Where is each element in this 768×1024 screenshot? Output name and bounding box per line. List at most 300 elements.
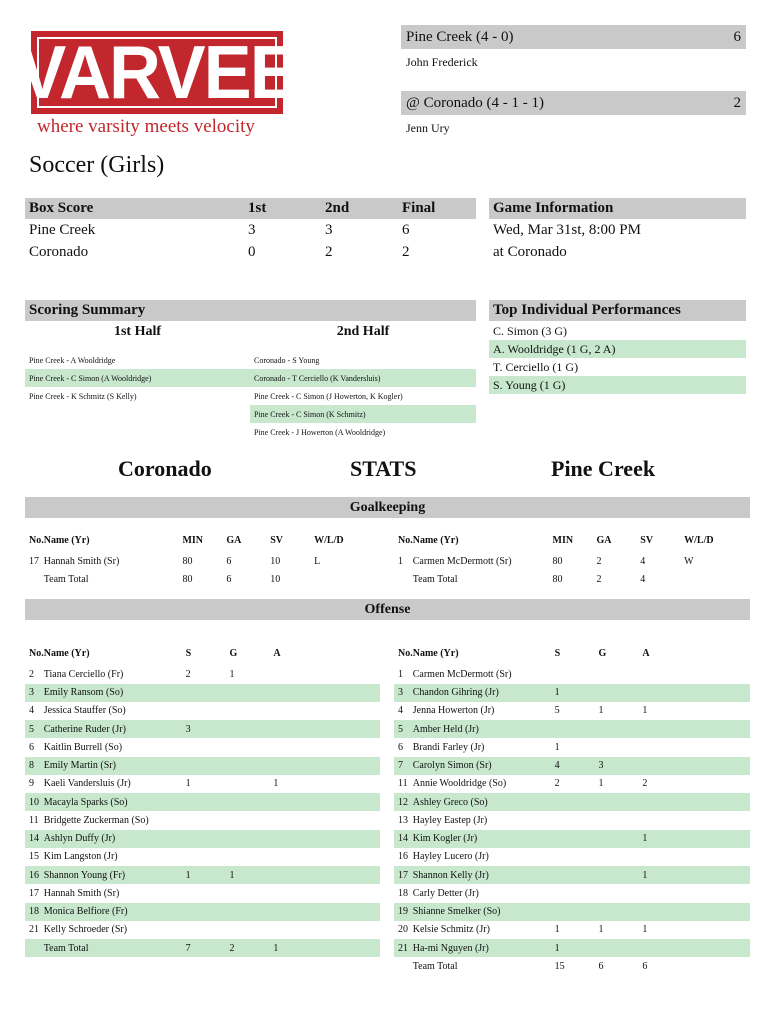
goalkeeping-away (25, 531, 380, 589)
goal-entry: Pine Creek - C Simon (J Howerton, K Kogler) (254, 391, 403, 401)
goal-entry: Pine Creek - C Simon (K Schmitz) (250, 405, 476, 423)
table-row (394, 702, 750, 720)
player-name: Carolyn Simon (Sr) (412, 760, 492, 772)
game-datetime: Wed, Mar 31st, 8:00 PM (493, 221, 641, 238)
stat-cell (684, 571, 750, 589)
column-header: No. (29, 534, 44, 546)
stat-cell (186, 884, 230, 902)
stat-cell: 15 (554, 960, 565, 972)
stat-cell: 80 (182, 555, 193, 567)
team-name: Coronado (29, 243, 89, 260)
away-team-score: 2 (733, 94, 741, 111)
home-coach: John Frederick (406, 55, 478, 69)
player-number: 14 (29, 833, 39, 845)
table-row (394, 830, 750, 848)
column-header: Name (Yr) (43, 647, 90, 659)
table-row (25, 921, 380, 939)
table-row (394, 757, 750, 775)
player-name: Ha-mi Nguyen (Jr) (412, 942, 489, 954)
stat-cell (642, 793, 750, 811)
stat-cell: 7 (185, 942, 191, 954)
performance-item: S. Young (1 G) (489, 376, 746, 394)
box-score (25, 198, 476, 263)
stat-cell: 10 (270, 555, 281, 567)
player-number: 11 (398, 778, 408, 790)
player-name: Carly Detter (Jr) (412, 887, 479, 899)
goal-entry: Coronado - T Cerciello (K Vandersluis) (250, 369, 476, 387)
game-information (489, 198, 746, 263)
stat-cell (273, 738, 380, 756)
stat-cell (229, 720, 273, 738)
home-team-stats-title: Pine Creek (551, 456, 656, 481)
goalkeeping-table-home (394, 531, 750, 589)
goalkeeping-table-away (25, 531, 380, 589)
player-name: Hayley Lucero (Jr) (412, 851, 489, 863)
player-number: 5 (398, 723, 403, 735)
stat-cell: 1 (229, 668, 235, 680)
stat-cell: 1 (598, 778, 604, 790)
stat-cell: 1 (273, 778, 279, 790)
column-header: MIN (552, 534, 574, 546)
game-location: at Coronado (493, 243, 567, 260)
stat-cell: 1 (185, 778, 191, 790)
stat-cell (229, 848, 273, 866)
stat-cell (598, 811, 642, 829)
stat-cell: 6 (226, 555, 232, 567)
stat-cell (555, 884, 599, 902)
player-number: 8 (29, 760, 34, 772)
player-number: 21 (29, 924, 39, 936)
stat-cell: 1 (642, 924, 648, 936)
player-number: 5 (29, 723, 34, 735)
player-number: 4 (398, 705, 403, 717)
table-row (394, 921, 750, 939)
stat-cell (229, 921, 273, 939)
table-row (394, 884, 750, 902)
column-header: No. (398, 647, 413, 659)
stat-cell (229, 775, 273, 793)
stat-cell (229, 757, 273, 775)
player-number: 20 (398, 924, 408, 936)
player-number: 3 (29, 687, 34, 699)
stat-cell (642, 720, 750, 738)
stat-cell (273, 811, 380, 829)
player-name: Monica Belfiore (Fr) (43, 906, 128, 918)
player-number: 1 (398, 668, 403, 680)
player-name: Team Total (412, 960, 458, 972)
stat-cell (186, 793, 230, 811)
team-total-row (25, 939, 380, 957)
table-row (394, 811, 750, 829)
box-score-row (25, 219, 476, 241)
table-row (25, 775, 380, 793)
stat-cell (273, 793, 380, 811)
box-score-header (25, 198, 476, 219)
offense-away (25, 644, 380, 957)
player-number: 21 (398, 942, 408, 954)
stat-cell (186, 738, 230, 756)
stat-cell: 2 (185, 668, 191, 680)
player-name: Carmen McDermott (Sr) (412, 668, 512, 680)
table-row (25, 848, 380, 866)
column-header: G (598, 647, 607, 659)
table-row (394, 738, 750, 756)
goal-entry: Coronado - S Young (254, 355, 320, 365)
table-row (25, 830, 380, 848)
column-header: GA (226, 534, 242, 546)
column-header: A (642, 647, 650, 659)
stat-cell (642, 811, 750, 829)
player-name: Hayley Eastep (Jr) (412, 814, 488, 826)
stat-cell (555, 866, 599, 884)
stat-cell: 1 (642, 869, 648, 881)
column-header: GA (596, 534, 612, 546)
player-name: Shannon Young (Fr) (43, 869, 126, 881)
table-row (25, 702, 380, 720)
stat-cell (273, 903, 380, 921)
stat-cell: 1 (554, 942, 560, 954)
stat-cell (186, 702, 230, 720)
stat-cell (642, 757, 750, 775)
player-name: Team Total (43, 942, 89, 954)
stat-cell (186, 757, 230, 775)
column-header: A (273, 647, 281, 659)
player-number: 17 (398, 869, 408, 881)
player-number: 6 (398, 741, 403, 753)
column-header: S (185, 647, 192, 659)
stat-cell (273, 757, 380, 775)
table-row (25, 684, 380, 702)
table-row (25, 793, 380, 811)
goal-entry: Pine Creek - C Simon (A Wooldridge) (25, 369, 250, 387)
stat-cell: 1 (185, 869, 191, 881)
stat-cell (314, 571, 380, 589)
stat-cell (229, 830, 273, 848)
top-performances-list (489, 322, 746, 394)
stat-cell: W (684, 555, 694, 567)
stat-cell (555, 848, 599, 866)
table-row (25, 866, 380, 884)
top-performances (489, 300, 746, 394)
player-number: 12 (398, 796, 408, 808)
column-header: MIN (182, 534, 204, 546)
final-header: Final (402, 200, 436, 216)
table-row (394, 793, 750, 811)
stat-cell (642, 665, 750, 683)
table-header-row (25, 531, 380, 549)
player-number: 16 (398, 851, 408, 863)
player-name: Team Total (412, 574, 458, 586)
stat-cell (598, 866, 642, 884)
stat-cell: 5 (554, 705, 560, 717)
stat-cell (555, 903, 599, 921)
top-performances-header: Top Individual Performances (489, 300, 746, 321)
stat-cell (642, 684, 750, 702)
table-row (394, 720, 750, 738)
stat-cell (598, 720, 642, 738)
player-name: Team Total (43, 574, 89, 586)
team-total-row (394, 957, 750, 975)
table-row (394, 684, 750, 702)
team-total-row (394, 571, 750, 589)
player-name: Kelsie Schmitz (Jr) (412, 924, 490, 936)
stat-cell (229, 793, 273, 811)
player-name: Kaeli Vandersluis (Jr) (43, 778, 131, 790)
stat-cell (642, 738, 750, 756)
player-name: Brandi Farley (Jr) (412, 741, 485, 753)
away-team-stats-title: Coronado (118, 456, 212, 481)
player-name: Jenna Howerton (Jr) (412, 705, 495, 717)
stat-cell: 1 (273, 942, 279, 954)
player-number: 11 (29, 814, 39, 826)
stat-cell (186, 848, 230, 866)
player-number: 7 (398, 760, 403, 772)
home-team-name: Pine Creek (4 - 0) (406, 28, 514, 45)
player-number: 13 (398, 814, 408, 826)
stat-cell (273, 921, 380, 939)
player-name: Macayla Sparks (So) (43, 796, 128, 808)
stat-cell (273, 720, 380, 738)
column-header: No. (398, 534, 413, 546)
stat-cell: 1 (642, 705, 648, 717)
player-name: Bridgette Zuckerman (So) (43, 814, 149, 826)
offense-bar: Offense (25, 599, 750, 620)
stat-cell (186, 830, 230, 848)
first-half-goals (25, 351, 250, 441)
stat-cell: 2 (596, 574, 602, 586)
score-cell: 3 (248, 221, 256, 238)
column-header: S (554, 647, 561, 659)
player-name: Jessica Stauffer (So) (43, 705, 126, 717)
stat-cell (229, 811, 273, 829)
box-score-label: Box Score (29, 200, 94, 216)
stat-cell (273, 884, 380, 902)
player-number: 14 (398, 833, 408, 845)
stat-cell (598, 830, 642, 848)
away-coach: Jenn Ury (406, 121, 450, 135)
stat-cell (598, 903, 642, 921)
player-number: 19 (398, 906, 408, 918)
stat-cell (186, 921, 230, 939)
table-row (25, 757, 380, 775)
stat-cell (186, 903, 230, 921)
stat-cell (598, 684, 642, 702)
stat-cell: 4 (640, 574, 646, 586)
table-row (25, 665, 380, 683)
player-name: Amber Held (Jr) (412, 723, 479, 735)
player-number: 2 (29, 668, 34, 680)
player-name: Kelly Schroeder (Sr) (43, 924, 128, 936)
player-name: Hannah Smith (Sr) (43, 887, 120, 899)
stat-cell: 80 (552, 574, 563, 586)
goal-entry: Pine Creek - J Howerton (A Wooldridge) (254, 427, 386, 437)
player-name: Ashley Greco (So) (412, 796, 488, 808)
score-cell: 3 (325, 221, 333, 238)
stat-cell: 1 (642, 833, 648, 845)
table-header-row (25, 644, 380, 662)
stat-cell: 1 (554, 741, 560, 753)
column-header: W/L/D (314, 534, 344, 546)
goalkeeping-home (394, 531, 750, 589)
stat-cell: 6 (226, 574, 232, 586)
away-team-bar (401, 91, 746, 115)
stat-cell (186, 684, 230, 702)
player-name: Shianne Smelker (So) (412, 906, 501, 918)
table-row (394, 665, 750, 683)
column-header: SV (640, 534, 654, 546)
logo-tagline: where varsity meets velocity (37, 116, 255, 137)
column-header: W/L/D (684, 534, 714, 546)
stat-cell (598, 793, 642, 811)
score-cell: 2 (402, 243, 410, 260)
second-half-goals (250, 351, 476, 441)
player-number: 10 (29, 796, 39, 808)
stat-cell (598, 848, 642, 866)
team-name: Pine Creek (29, 221, 96, 238)
player-name: Hannah Smith (Sr) (43, 555, 120, 567)
table-header-row (394, 531, 750, 549)
player-name: Annie Wooldridge (So) (412, 778, 507, 790)
stat-cell: 80 (552, 555, 563, 567)
player-name: Kaitlin Burrell (So) (43, 741, 123, 753)
team-total-row (25, 571, 380, 589)
table-row (25, 738, 380, 756)
stat-cell (229, 702, 273, 720)
player-name: Catherine Ruder (Jr) (43, 723, 126, 735)
player-name: Emily Ransom (So) (43, 687, 124, 699)
table-row (394, 866, 750, 884)
offense-table-away (25, 644, 380, 957)
offense-table-home (394, 644, 750, 976)
score-cell: 6 (402, 221, 410, 238)
player-name: Kim Kogler (Jr) (412, 833, 478, 845)
stat-cell (598, 884, 642, 902)
table-row (25, 552, 380, 570)
stat-cell: 6 (642, 960, 648, 972)
stat-cell (273, 830, 380, 848)
player-number: 3 (398, 687, 403, 699)
away-team-name: @ Coronado (4 - 1 - 1) (406, 94, 544, 111)
performance-item: A. Wooldridge (1 G, 2 A) (489, 340, 746, 358)
stat-cell (229, 884, 273, 902)
stat-cell: 1 (598, 924, 604, 936)
stat-cell (598, 939, 642, 957)
table-row (394, 903, 750, 921)
sport-title: Soccer (Girls) (29, 152, 165, 178)
table-row (25, 720, 380, 738)
scoring-summary (25, 300, 476, 441)
home-team-score: 6 (733, 28, 741, 45)
stat-cell (555, 793, 599, 811)
stat-cell (642, 884, 750, 902)
player-number: 15 (29, 851, 39, 863)
stat-cell (229, 738, 273, 756)
column-header: G (229, 647, 238, 659)
stat-cell (555, 811, 599, 829)
stat-cell: 1 (598, 705, 604, 717)
box-score-row (25, 241, 476, 263)
player-number: 17 (29, 555, 39, 567)
stat-cell (598, 738, 642, 756)
goalkeeping-bar: Goalkeeping (25, 497, 750, 518)
scoring-summary-header: Scoring Summary (25, 300, 476, 321)
stat-cell (555, 665, 599, 683)
table-row (394, 552, 750, 570)
offense-home (394, 644, 750, 976)
score-cell: 2 (325, 243, 333, 260)
stat-cell (273, 702, 380, 720)
stat-cell (229, 684, 273, 702)
stat-cell: 80 (182, 574, 193, 586)
goal-entry: Pine Creek - K Schmitz (S Kelly) (29, 391, 137, 401)
player-number: 18 (398, 887, 408, 899)
table-row (25, 884, 380, 902)
stat-cell (642, 939, 750, 957)
player-number: 16 (29, 869, 39, 881)
performance-item: C. Simon (3 G) (493, 323, 568, 338)
second-period-header: 2nd (325, 200, 350, 216)
home-team-bar (401, 25, 746, 49)
table-row (394, 939, 750, 957)
stat-cell (555, 830, 599, 848)
stat-cell: 10 (270, 574, 281, 586)
column-header: Name (Yr) (412, 647, 459, 659)
stats-title: STATS (350, 456, 417, 481)
player-name: Shannon Kelly (Jr) (412, 869, 489, 881)
stat-cell: 1 (554, 924, 560, 936)
player-number (394, 957, 413, 975)
goal-entry: Pine Creek - A Wooldridge (29, 355, 116, 365)
stat-cell (555, 720, 599, 738)
stat-cell (642, 903, 750, 921)
performance-item: T. Cerciello (1 G) (493, 359, 579, 374)
stat-cell: 1 (229, 869, 235, 881)
stat-cell: 2 (229, 942, 235, 954)
player-number: 6 (29, 741, 34, 753)
first-period-header: 1st (248, 200, 267, 216)
player-number: 18 (29, 906, 39, 918)
column-header: Name (Yr) (43, 534, 90, 546)
first-half-label: 1st Half (113, 323, 162, 339)
stat-cell: 3 (598, 760, 604, 772)
stat-cell (229, 903, 273, 921)
player-name: Ashlyn Duffy (Jr) (43, 833, 116, 845)
table-row (25, 903, 380, 921)
stat-cell: 3 (185, 723, 191, 735)
stat-cell (273, 866, 380, 884)
table-row (394, 848, 750, 866)
player-number (25, 939, 44, 957)
stat-cell (273, 684, 380, 702)
player-number: 9 (29, 778, 34, 790)
stat-cell (186, 811, 230, 829)
player-number (25, 571, 44, 589)
stat-cell (273, 848, 380, 866)
stat-cell (598, 665, 642, 683)
stat-cell: 4 (640, 555, 646, 567)
stat-cell (642, 848, 750, 866)
game-info-header: Game Information (489, 198, 746, 219)
stat-cell: 2 (596, 555, 602, 567)
stat-cell: 2 (554, 778, 560, 790)
player-number: 17 (29, 887, 39, 899)
stat-cell: 2 (642, 778, 648, 790)
player-name: Carmen McDermott (Sr) (412, 555, 512, 567)
player-number: 1 (398, 555, 403, 567)
second-half-label: 2nd Half (336, 323, 390, 339)
table-header-row (394, 644, 750, 662)
table-row (394, 775, 750, 793)
